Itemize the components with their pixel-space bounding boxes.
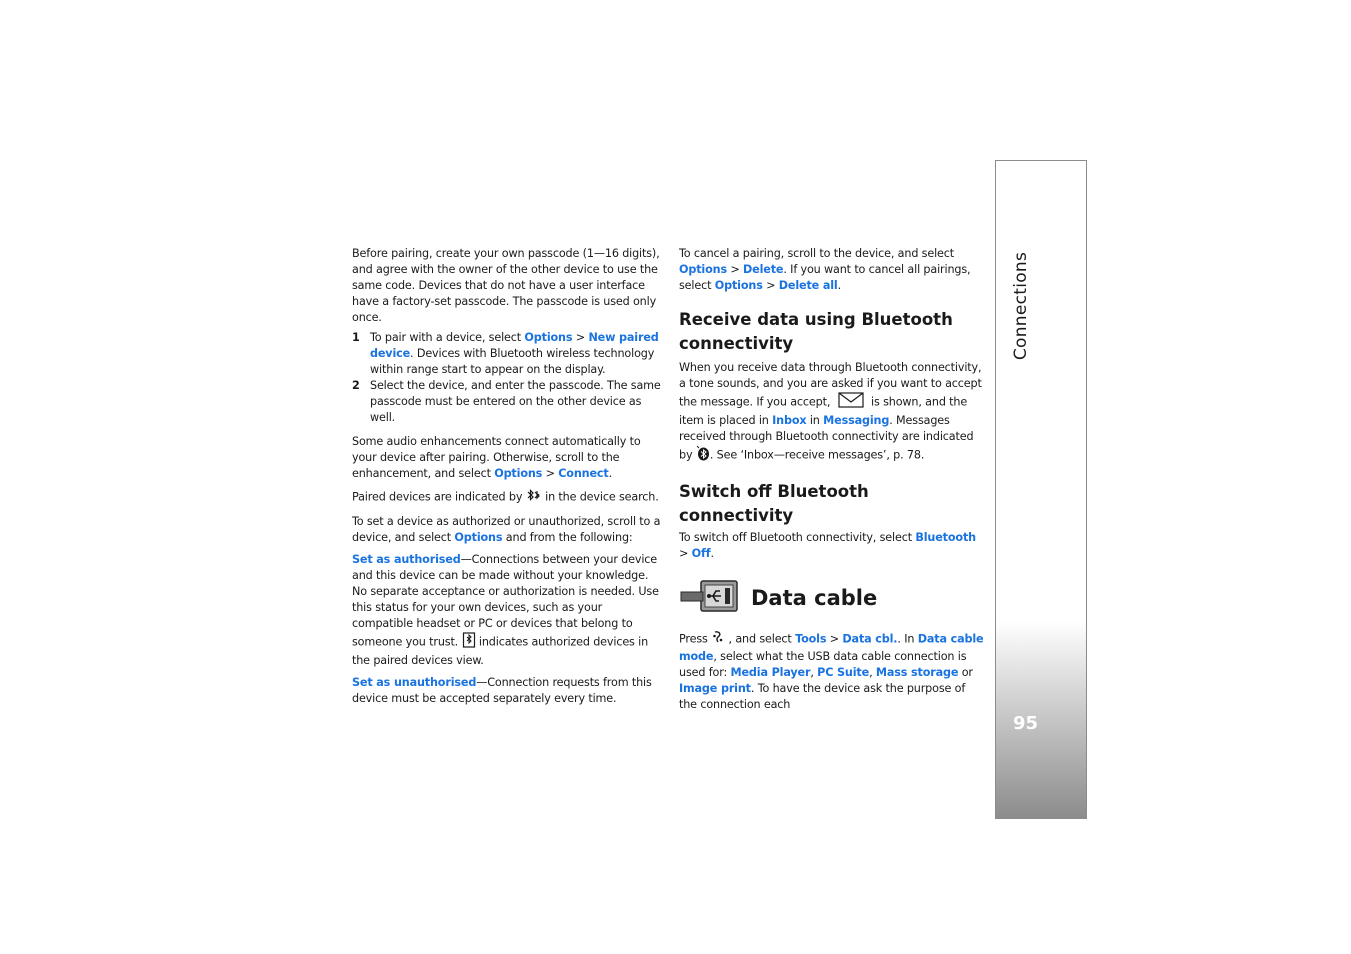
- paragraph-text: . In: [897, 632, 918, 646]
- paragraph-text: —Connection requests from this device must be accepted separately every time.: [352, 676, 652, 705]
- step-number: 2: [352, 379, 360, 392]
- paragraph-text: To set a device as authorized or unauthorized, scroll to a device, and select: [352, 515, 661, 544]
- separator: >: [572, 331, 589, 344]
- paragraph-text: To switch off Bluetooth connectivity, select: [679, 531, 916, 544]
- usb-cable-icon: [679, 576, 741, 621]
- paragraph-text: in the device search.: [541, 490, 659, 504]
- options-link[interactable]: Options: [454, 531, 503, 544]
- bluetooth-link[interactable]: Bluetooth: [915, 531, 976, 544]
- step-text: . Devices with Bluetooth wireless technology within range start to appear on the display.: [370, 347, 655, 376]
- separator: ,: [810, 666, 818, 679]
- tools-link[interactable]: Tools: [795, 632, 827, 646]
- separator: >: [679, 547, 692, 560]
- set-unauthorised-paragraph: [352, 675, 664, 707]
- switch-off-paragraph: [679, 530, 985, 562]
- step-text: To pair with a device, select: [370, 331, 525, 344]
- paragraph-text: . If you want to cancel all pairings, select: [679, 263, 971, 292]
- receive-data-heading: Receive data using Bluetooth connectivity: [679, 310, 953, 353]
- switch-off-heading: Switch off Bluetooth connectivity: [679, 482, 869, 525]
- paragraph-text: in: [806, 414, 824, 427]
- menu-key-icon: [711, 630, 725, 649]
- data-cable-paragraph: [679, 630, 985, 713]
- section-title: Connections: [1011, 251, 1031, 361]
- paragraph-text: . To have the device ask the purpose of the connection each: [679, 682, 966, 711]
- paragraph-text: . See ‘Inbox—receive messages’, p. 78.: [709, 448, 925, 462]
- data-cable-heading: Data cable: [751, 586, 878, 610]
- period: .: [837, 279, 842, 292]
- set-as-unauthorised-link[interactable]: Set as unauthorised: [352, 676, 477, 689]
- connect-link[interactable]: Connect: [558, 467, 609, 480]
- intro-paragraph: Before pairing, create your own passcode (1—16 digits), and agree with the owner of the other device to use the same code. Devices that do not have a user interface have a factory-set passcode. The passcode is used only once.: [352, 247, 660, 324]
- paragraph-text: Paired devices are indicated by: [352, 490, 526, 504]
- left-column: [352, 246, 664, 707]
- data-cable-header: [679, 576, 985, 620]
- receive-data-paragraph: [679, 360, 985, 466]
- page-number: 95: [1013, 713, 1039, 734]
- step-2: [352, 378, 664, 426]
- mass-storage-link[interactable]: Mass storage: [875, 666, 959, 679]
- options-link[interactable]: Options: [679, 263, 727, 276]
- data-cable-mode-link[interactable]: Data cable mode: [679, 632, 984, 663]
- inbox-link[interactable]: Inbox: [772, 414, 807, 427]
- data-cbl-link[interactable]: Data cbl.: [842, 632, 898, 646]
- authorize-paragraph: [352, 514, 664, 546]
- separator: or: [958, 666, 973, 679]
- paragraph-text: indicates authorized devices in the paired devices view.: [352, 635, 649, 667]
- bluetooth-message-icon: [696, 445, 710, 466]
- off-link[interactable]: Off: [691, 547, 711, 560]
- paired-devices-paragraph: [352, 488, 664, 507]
- chapter-sidebar: [995, 160, 1087, 819]
- delete-link[interactable]: Delete: [743, 263, 784, 276]
- paragraph-text: When you receive data through Bluetooth connectivity, a tone sounds, and you are asked if you want to accept the message. If you accept,: [679, 361, 982, 409]
- period: .: [608, 467, 612, 480]
- audio-enhancements-paragraph: [352, 434, 664, 482]
- paragraph-text: , select what the USB data cable connection is used for:: [679, 650, 967, 679]
- section-tab: [1006, 251, 1036, 361]
- separator: >: [826, 632, 843, 646]
- paired-device-icon: [526, 488, 542, 507]
- paragraph-text: To cancel a pairing, scroll to the device, and select: [679, 247, 955, 260]
- paragraph-text: Some audio enhancements connect automatically to your device after pairing. Otherwise, scroll to the enhancement, and select: [352, 435, 641, 480]
- separator: >: [542, 467, 559, 480]
- options-link[interactable]: Options: [714, 279, 763, 292]
- authorized-device-icon: [462, 632, 476, 653]
- separator: ,: [869, 666, 876, 679]
- step-1: [352, 330, 664, 378]
- options-link[interactable]: Options: [524, 331, 573, 344]
- new-paired-device-link[interactable]: New paired device: [370, 331, 659, 360]
- paragraph-text: is shown, and the item is placed in: [679, 395, 968, 427]
- pairing-steps: [352, 330, 664, 426]
- delete-all-link[interactable]: Delete all: [778, 279, 838, 292]
- image-print-link[interactable]: Image print: [679, 682, 751, 695]
- separator: >: [762, 279, 779, 292]
- period: .: [710, 547, 714, 560]
- paragraph-text: Press: [679, 632, 712, 646]
- media-player-link[interactable]: Media Player: [730, 666, 811, 679]
- right-column: [679, 246, 985, 713]
- paragraph-text: . Messages received through Bluetooth connectivity are indicated by: [679, 414, 974, 462]
- step-number: 1: [352, 331, 360, 344]
- separator: >: [726, 263, 744, 276]
- set-authorised-paragraph: [352, 552, 664, 669]
- set-as-authorised-link[interactable]: Set as authorised: [352, 553, 461, 566]
- paragraph-text: and from the following:: [502, 531, 633, 544]
- pc-suite-link[interactable]: PC Suite: [817, 666, 870, 679]
- step-text: Select the device, and enter the passcode. The same passcode must be entered on the other device as well.: [370, 379, 661, 424]
- envelope-icon: [838, 392, 864, 413]
- options-link[interactable]: Options: [494, 467, 543, 480]
- messaging-link[interactable]: Messaging: [823, 414, 890, 427]
- cancel-pairing-paragraph: [679, 246, 985, 294]
- paragraph-text: —Connections between your device and this device can be made without your knowledge. No separate acceptance or authorization is needed. Use this status for your own devices, such as your compatible headset or PC or devices that belong to someone you trust.: [352, 553, 659, 649]
- paragraph-text: , and select: [725, 632, 796, 646]
